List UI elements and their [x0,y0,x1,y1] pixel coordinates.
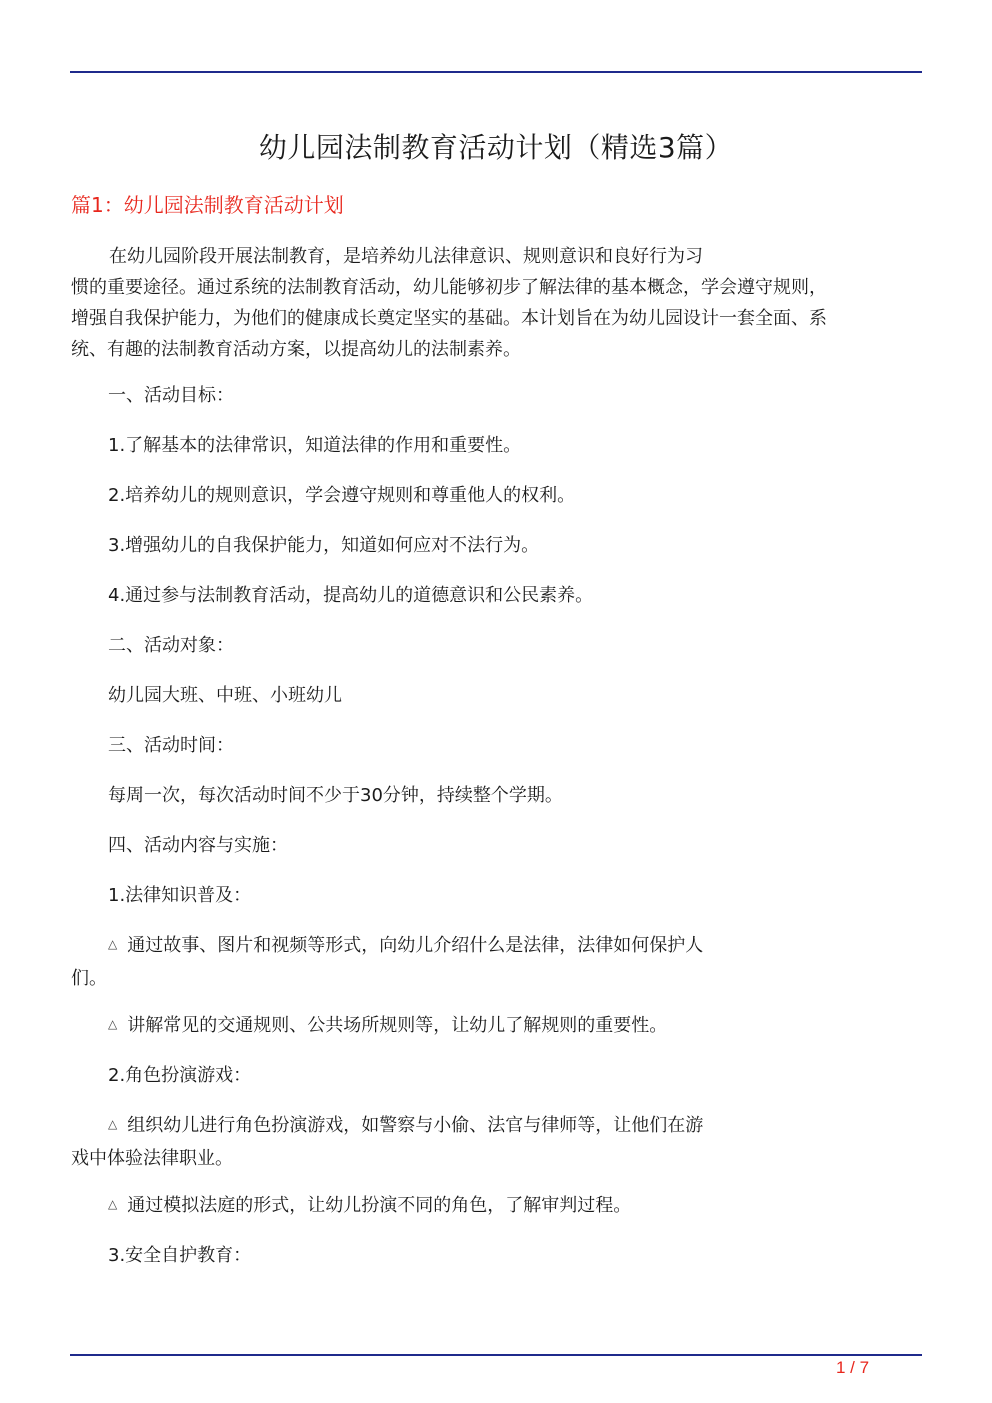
triangle-bullet-icon: △ [108,1117,118,1131]
subheading-safety: 3.安全自护教育： [108,1245,252,1266]
audience-text: 幼儿园大班、中班、小班幼儿 [108,685,342,706]
header-rule [70,71,922,73]
page-number: 1 / 7 [836,1358,870,1377]
heading-time: 三、活动时间： [108,735,234,756]
bullet-item: △ 组织幼儿进行角色扮演游戏，如警察与小偷、法官与律师等，让他们在游 戏中体验法律职业。 [71,1110,703,1174]
goal-item: 2.培养幼儿的规则意识，学会遵守规则和尊重他人的权利。 [108,485,576,506]
heading-audience: 二、活动对象： [108,635,234,656]
heading-content: 四、活动内容与实施： [108,835,288,856]
section-heading: 篇1：幼儿园法制教育活动计划 [71,193,344,217]
bullet-item: △ 通过模拟法庭的形式，让幼儿扮演不同的角色，了解审判过程。 [71,1190,631,1223]
time-text: 每周一次，每次活动时间不少于30分钟，持续整个学期。 [108,785,563,806]
heading-goals: 一、活动目标： [108,385,234,406]
triangle-bullet-icon: △ [108,937,118,951]
triangle-bullet-icon: △ [108,1017,118,1031]
triangle-bullet-icon: △ [108,1197,118,1211]
intro-line: 在幼儿园阶段开展法制教育，是培养幼儿法律意识、规则意识和良好行为习 [109,246,703,267]
subheading-role-play: 2.角色扮演游戏： [108,1065,252,1086]
document-title: 幼儿园法制教育活动计划（精选3篇） [258,131,734,164]
bullet-item: △ 通过故事、图片和视频等形式，向幼儿介绍什么是法律，法律如何保护人 们。 [71,930,703,994]
goal-item: 1.了解基本的法律常识，知道法律的作用和重要性。 [108,435,522,456]
bullet-item: △ 讲解常见的交通规则、公共场所规则等，让幼儿了解规则的重要性。 [71,1010,667,1043]
subheading-law-knowledge: 1.法律知识普及： [108,885,252,906]
goal-item: 4.通过参与法制教育活动，提高幼儿的道德意识和公民素养。 [108,585,594,606]
intro-line: 增强自我保护能力，为他们的健康成长奠定坚实的基础。本计划旨在为幼儿园设计一套全面、系 [71,308,827,329]
intro-line: 惯的重要途径。通过系统的法制教育活动，幼儿能够初步了解法律的基本概念，学会遵守规则， [71,277,827,298]
intro-line: 统、有趣的法制教育活动方案，以提高幼儿的法制素养。 [71,339,521,360]
goal-item: 3.增强幼儿的自我保护能力，知道如何应对不法行为。 [108,535,540,556]
footer-rule [70,1354,922,1356]
intro-paragraph [71,241,921,365]
